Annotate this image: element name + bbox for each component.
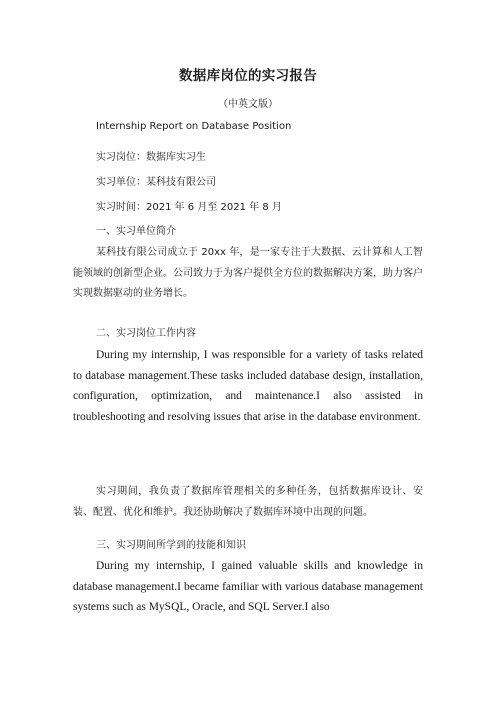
section2-heading: 二、实习岗位工作内容 [96, 328, 196, 339]
document-title: 数据库岗位的实习报告 [179, 68, 317, 84]
internship-period: 实习时间：2021 年 6 月至 2021 年 8 月 [96, 202, 282, 213]
internship-position: 实习岗位：数据库实习生 [96, 152, 206, 163]
section1-heading: 一、实习单位简介 [96, 226, 176, 237]
internship-company: 实习单位：某科技有限公司 [96, 177, 216, 188]
section2-chinese-paragraph: 实习期间，我负责了数据库管理相关的多种任务，包括数据库设计、安装、配置、优化和维护。我还协助解决了数据库环境中出现的问题。 [73, 486, 423, 518]
english-title: Internship Report on Database Position [96, 121, 292, 132]
section1-paragraph: 某科技有限公司成立于 20xx 年，是一家专注于大数据、云计算和人工智能领域的创新型企业。公司致力于为客户提供全方位的数据解决方案，助力客户实现数据驱动的业务增长。 [73, 247, 423, 300]
document-subtitle: （中英文版） [218, 99, 278, 110]
section2-english-paragraph: During my internship, I was responsible for a variety of tasks related to database management.These tasks included database design, installation, configuration, optimization, and maintenance.I also assisted in troubleshooting and resolving issues that arise in the database environment. [73, 349, 423, 423]
section3-heading: 三、实习期间所学到的技能和知识 [96, 540, 246, 551]
section3-english-paragraph: During my internship, I gained valuable skills and knowledge in database management.I became familiar with various database management systems such as MySQL, Oracle, and SQL Server.I also [73, 560, 423, 614]
